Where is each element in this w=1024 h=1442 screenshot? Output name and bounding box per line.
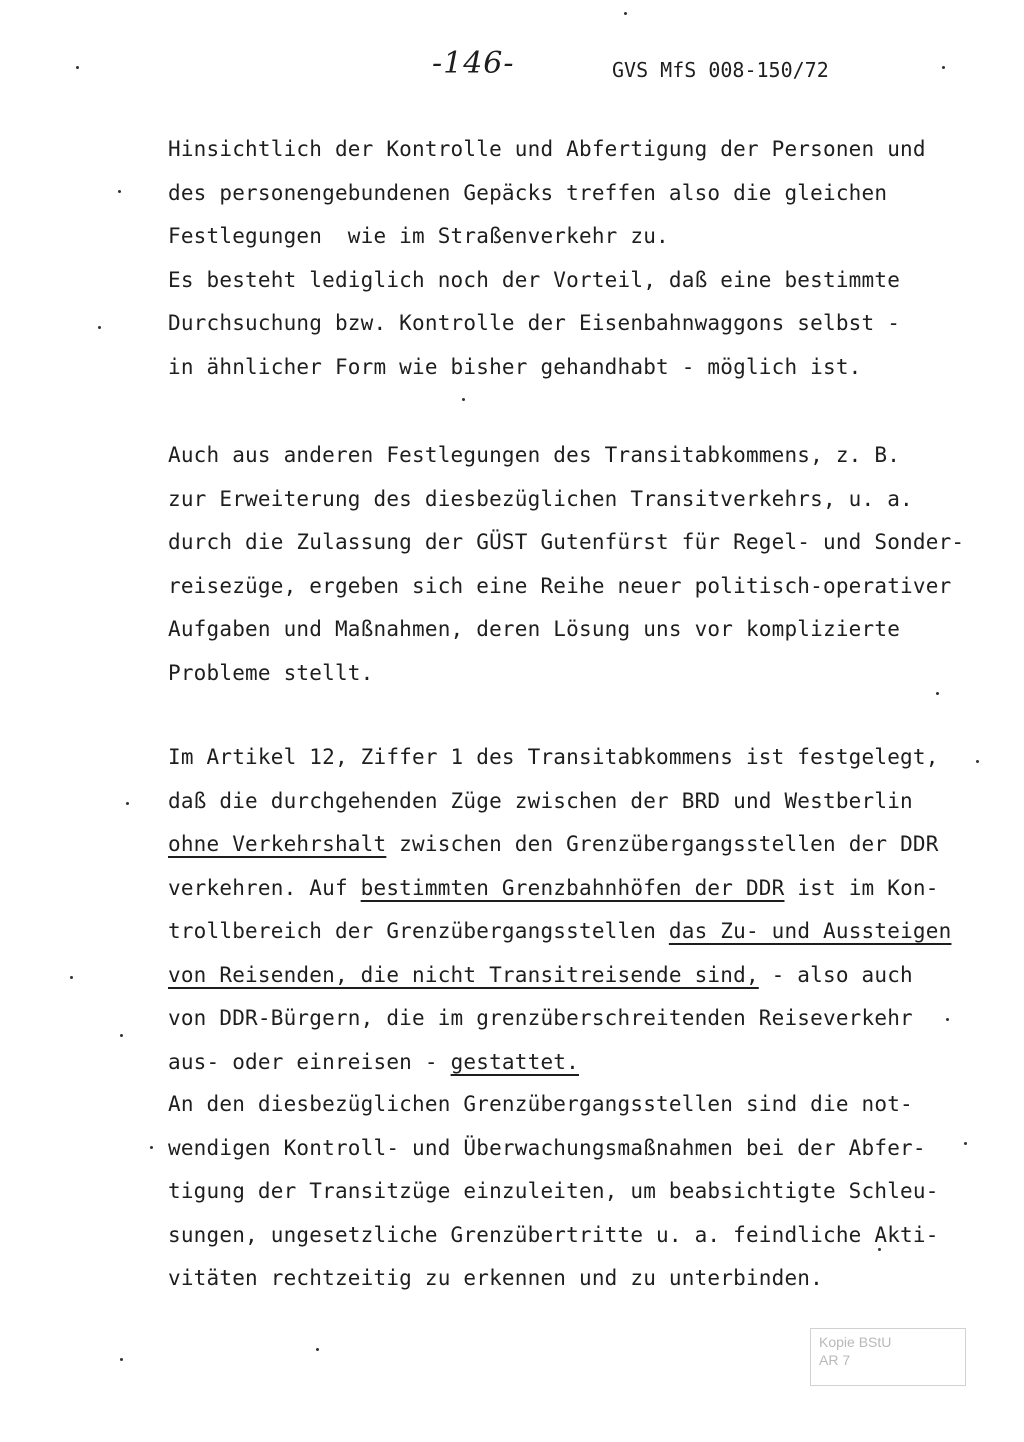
scan-speck bbox=[98, 326, 101, 329]
scan-speck bbox=[624, 12, 627, 15]
text-line: Aufgaben und Maßnahmen, deren Lösung uns vor komplizierte bbox=[168, 617, 901, 641]
text-line: Im Artikel 12, Ziffer 1 des Transitabkommens ist festgelegt, bbox=[168, 745, 939, 769]
text-line: Auch aus anderen Festlegungen des Transitabkommens, z. B. bbox=[168, 443, 901, 467]
scan-speck bbox=[878, 1248, 881, 1251]
stamp-line: Kopie BStU bbox=[819, 1334, 892, 1350]
text-line: in ähnlicher Form wie bisher gehandhabt - möglich ist. bbox=[168, 354, 862, 379]
scan-speck bbox=[118, 190, 121, 193]
text-line bbox=[168, 1041, 951, 1085]
text-line: Probleme stellt. bbox=[168, 660, 374, 685]
scan-speck bbox=[120, 1358, 123, 1361]
scan-speck bbox=[964, 1142, 967, 1145]
text-line: An den diesbezüglichen Grenzübergangsstellen sind die not- bbox=[168, 1092, 913, 1116]
underlined-text: bestimmten Grenzbahnhöfen der DDR bbox=[360, 875, 785, 900]
text-line: daß die durchgehenden Züge zwischen der BRD und Westberlin bbox=[168, 788, 913, 813]
text-line bbox=[168, 954, 951, 998]
underlined-text: das Zu- und Aussteigen bbox=[668, 919, 952, 943]
text-segment: aus- oder einreisen - bbox=[168, 1049, 451, 1074]
paragraph-3 bbox=[168, 736, 951, 1084]
stamp-line: AR 7 bbox=[819, 1352, 851, 1368]
text-line: wendigen Kontroll- und Überwachungsmaßnahmen bei der Abfer- bbox=[168, 1135, 926, 1160]
scan-speck bbox=[936, 692, 939, 695]
underlined-text: ohne Verkehrshalt bbox=[168, 832, 387, 856]
scan-speck bbox=[942, 66, 945, 69]
text-line: zur Erweiterung des diesbezüglichen Transitverkehrs, u. a. bbox=[168, 486, 913, 511]
scan-speck bbox=[120, 1034, 123, 1037]
scan-speck bbox=[126, 802, 129, 805]
text-line: Festlegungen wie im Straßenverkehr zu. bbox=[168, 224, 669, 248]
text-line: durch die Zulassung der GÜST Gutenfürst für Regel- und Sonder- bbox=[168, 530, 965, 554]
paragraph-2 bbox=[168, 434, 964, 695]
underlined-text: gestattet. bbox=[450, 1049, 579, 1074]
text-segment: trollbereich der Grenzübergangsstellen bbox=[168, 919, 669, 943]
scan-speck bbox=[976, 760, 979, 763]
paragraph-1 bbox=[168, 128, 926, 389]
text-line: Es besteht lediglich noch der Vorteil, daß eine bestimmte bbox=[168, 267, 901, 292]
text-line: sungen, ungesetzliche Grenzübertritte u. a. feindliche Akti- bbox=[168, 1222, 939, 1247]
text-line: reisezüge, ergeben sich eine Reihe neuer politisch-operativer bbox=[168, 573, 952, 598]
underlined-text: von Reisenden, die nicht Transitreisende sind, bbox=[168, 962, 759, 987]
text-segment: ist im Kon- bbox=[784, 875, 939, 900]
scan-speck bbox=[316, 1348, 319, 1351]
document-reference: GVS MfS 008-150/72 bbox=[612, 58, 829, 82]
text-segment: verkehren. Auf bbox=[168, 875, 361, 900]
text-segment: - also auch bbox=[758, 962, 913, 987]
scan-speck bbox=[462, 398, 465, 401]
paragraph-4 bbox=[168, 1083, 939, 1301]
scan-speck bbox=[70, 976, 73, 979]
text-line: von DDR-Bürgern, die im grenzüberschreitenden Reiseverkehr bbox=[168, 1006, 913, 1030]
text-line: Durchsuchung bzw. Kontrolle der Eisenbahnwaggons selbst - bbox=[168, 311, 901, 335]
scan-speck bbox=[76, 66, 79, 69]
text-line: Hinsichtlich der Kontrolle und Abfertigung der Personen und bbox=[168, 137, 926, 161]
text-line bbox=[168, 910, 951, 954]
scan-speck bbox=[150, 1146, 153, 1149]
text-line bbox=[168, 823, 951, 867]
text-line: tigung der Transitzüge einzuleiten, um beabsichtigte Schleu- bbox=[168, 1179, 939, 1203]
text-line: vitäten rechtzeitig zu erkennen und zu unterbinden. bbox=[168, 1266, 823, 1290]
text-line bbox=[168, 867, 951, 911]
page-number: -146- bbox=[432, 46, 515, 81]
text-segment: zwischen den Grenzübergangsstellen der DDR bbox=[386, 832, 939, 856]
archive-stamp bbox=[810, 1328, 966, 1386]
text-line: des personengebundenen Gepäcks treffen also die gleichen bbox=[168, 180, 888, 205]
scan-speck bbox=[946, 1018, 949, 1021]
